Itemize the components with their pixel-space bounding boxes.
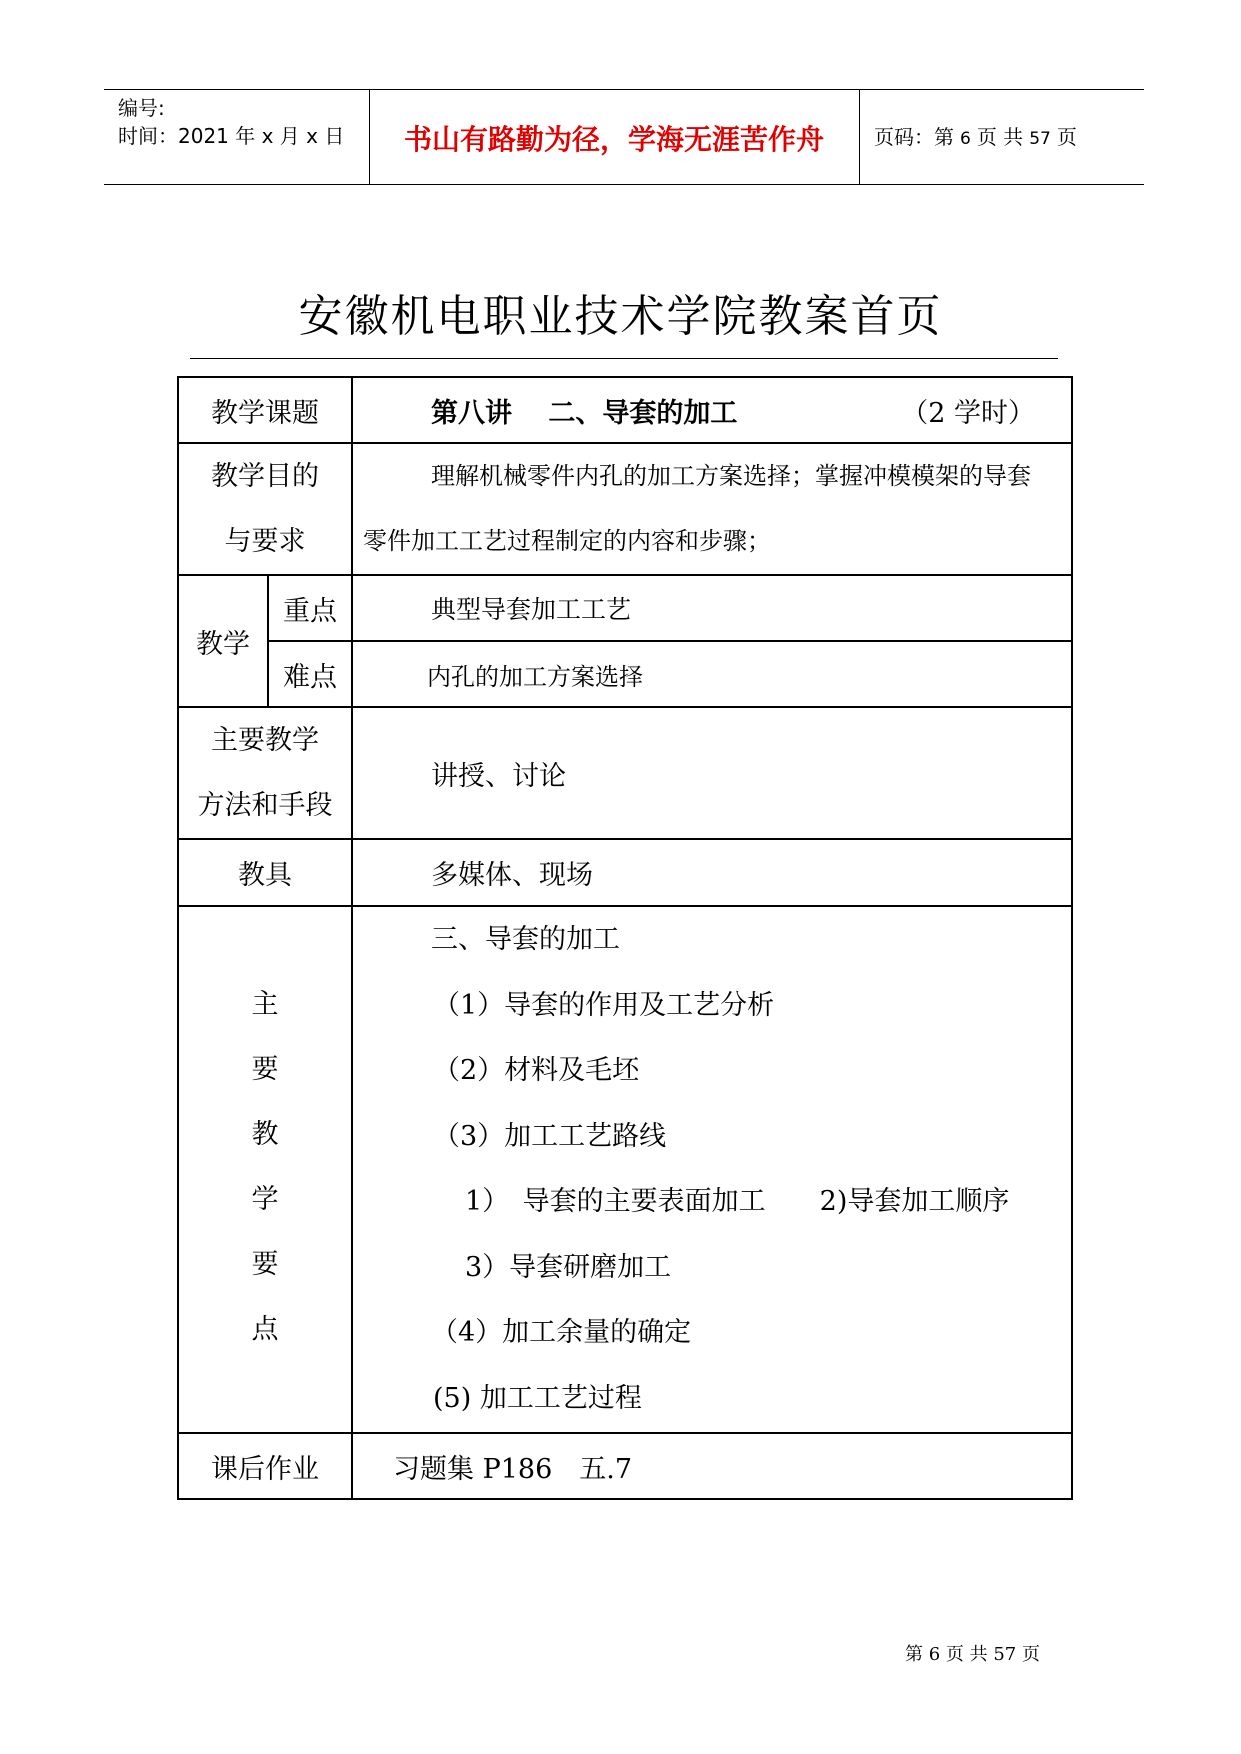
serial-label: 编号: — [118, 96, 165, 120]
key-point-row — [178, 575, 1072, 641]
homework-label: 课后作业 — [178, 1433, 352, 1499]
goal-label — [178, 443, 352, 575]
main-points-label — [178, 906, 352, 1433]
topic-title: 第八讲 二、导套的加工 — [431, 397, 738, 429]
main-points-label-char: 学 — [251, 1184, 279, 1215]
goal-label-line-1: 教学目的 — [211, 461, 319, 492]
key-label: 重点 — [268, 575, 352, 641]
method-text: 讲授、讨论 — [352, 707, 1072, 839]
goal-text-line-1: 理解机械零件内孔的加工方案选择；掌握冲模模架的导套 — [431, 462, 1031, 490]
header-divider — [859, 90, 860, 184]
topic-row — [178, 377, 1072, 443]
main-point-item: 3）导套研磨加工 — [465, 1251, 672, 1283]
main-points-label-char: 点 — [251, 1314, 279, 1345]
time-label: 时间：2021 年 x 月 x 日 — [118, 124, 345, 148]
goal-text — [352, 443, 1072, 575]
main-point-item: （1）导套的作用及工艺分析 — [433, 989, 775, 1021]
method-row — [178, 707, 1072, 839]
method-label-line-2: 方法和手段 — [197, 790, 333, 821]
tools-label: 教具 — [178, 839, 352, 906]
difficult-label: 难点 — [268, 641, 352, 707]
homework-text: 习题集 P186 五.7 — [352, 1433, 1072, 1499]
title-underline — [190, 358, 1058, 359]
page-prefix: 页码：第 — [874, 125, 954, 149]
topic-hours: （2 学时） — [901, 397, 1035, 429]
page-mid: 页 共 — [976, 125, 1024, 149]
goal-label-line-2: 与要求 — [224, 526, 306, 557]
page-total: 57 — [1029, 129, 1051, 149]
page-suffix: 页 — [1056, 125, 1077, 149]
main-point-item: 三、导套的加工 — [431, 924, 620, 955]
topic-label: 教学课题 — [178, 377, 352, 443]
teach-label: 教学 — [178, 575, 268, 707]
lesson-plan-table — [177, 376, 1073, 1500]
main-points-row — [178, 906, 1072, 1433]
page-current: 6 — [960, 129, 971, 149]
main-point-item: （4）加工余量的确定 — [431, 1317, 692, 1348]
main-points-list — [352, 906, 1072, 1433]
tools-text: 多媒体、现场 — [352, 839, 1072, 906]
difficult-point-row — [178, 641, 1072, 707]
topic-cell — [352, 377, 1072, 443]
document-header — [104, 89, 1144, 185]
main-points-label-char: 主 — [251, 989, 279, 1020]
main-point-item: (5) 加工工艺过程 — [433, 1382, 642, 1414]
header-page-number — [874, 121, 1077, 150]
goal-row — [178, 443, 1072, 575]
page-footer: 第 6 页 共 57 页 — [905, 1644, 1040, 1665]
method-label — [178, 707, 352, 839]
method-label-line-1: 主要教学 — [211, 725, 319, 756]
main-points-label-char: 教 — [251, 1119, 279, 1150]
main-point-item: （2）材料及毛坯 — [433, 1055, 640, 1086]
tools-row — [178, 839, 1072, 906]
difficult-text: 内孔的加工方案选择 — [352, 641, 1072, 707]
header-meta — [118, 94, 344, 150]
main-point-item: 1） 导套的主要表面加工 2)导套加工顺序 — [465, 1186, 1010, 1217]
key-text: 典型导套加工工艺 — [352, 575, 1072, 641]
page-title: 安徽机电职业技术学院教案首页 — [298, 291, 943, 342]
main-points-label-char: 要 — [251, 1054, 279, 1085]
header-motto: 书山有路勤为径，学海无涯苦作舟 — [403, 123, 824, 156]
main-points-label-char: 要 — [251, 1249, 279, 1280]
main-point-item: （3）加工工艺路线 — [433, 1120, 667, 1152]
homework-row — [178, 1433, 1072, 1499]
goal-text-line-2: 零件加工工艺过程制定的内容和步骤； — [363, 527, 771, 555]
